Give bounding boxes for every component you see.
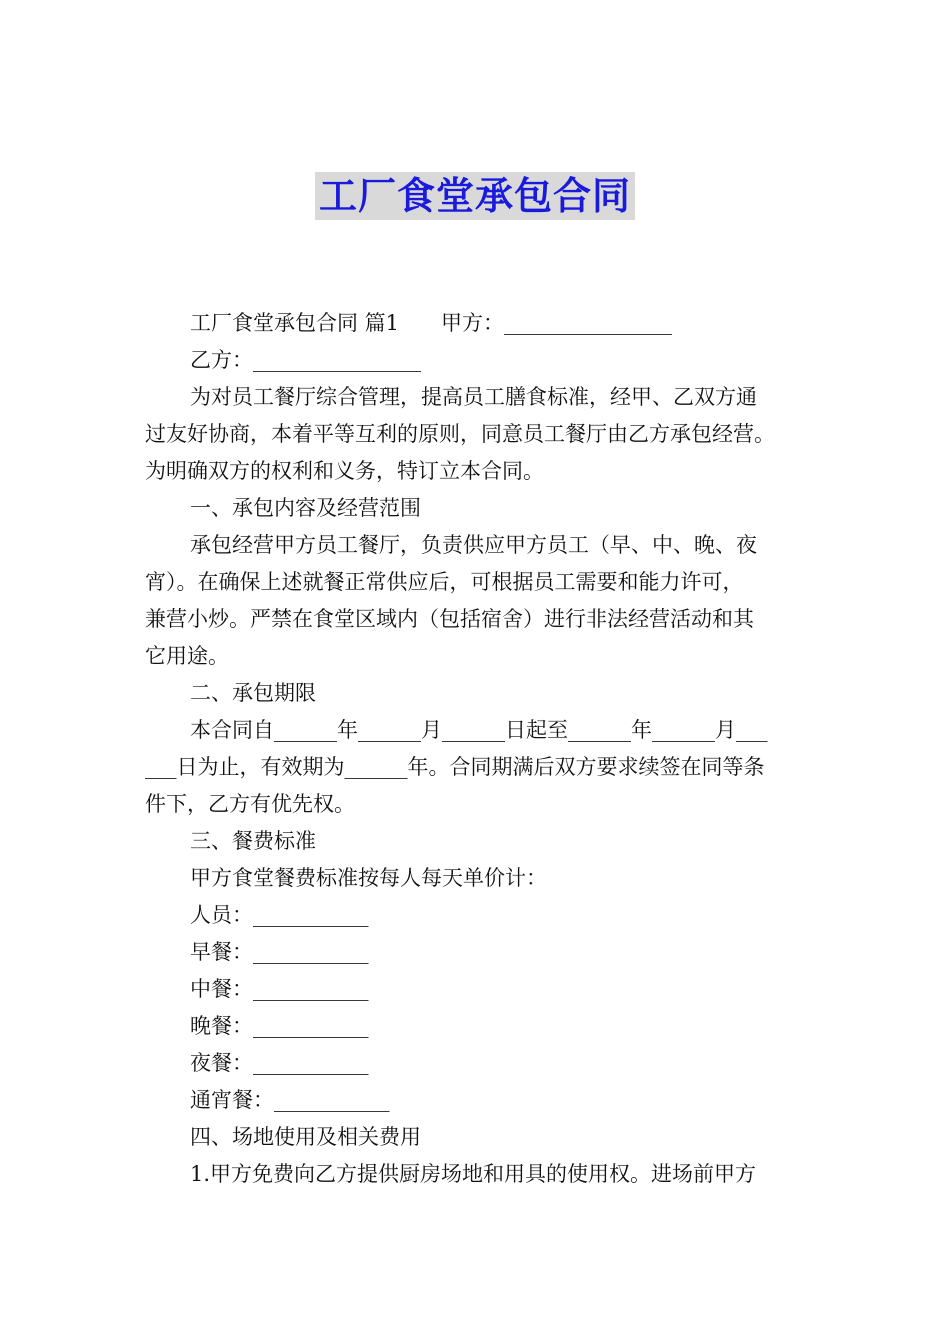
paragraph-line: 兼营小炒。严禁在食堂区域内（包括宿舍）进行非法经营活动和其 (145, 607, 754, 631)
paragraph-line: 为对员工餐厅综合管理，提高员工膳食标准，经甲、乙双方通 (190, 385, 757, 409)
party-b-field: 乙方：________________ (190, 348, 421, 372)
paragraph-line: 宵）。在确保上述就餐正常供应后，可根据员工需要和能力许可， (145, 570, 744, 594)
contract-header-line (145, 305, 815, 342)
paragraph-line: 本合同自______年______月______日起至______年______月___ (190, 718, 768, 742)
paragraph-line: 它用途。 (145, 644, 229, 668)
section-heading: 一、承包内容及经营范围 (190, 496, 421, 520)
contract-subtitle: 工厂食堂承包合同 篇1 (190, 311, 400, 335)
party-a-field: 甲方：________________ (441, 311, 673, 335)
fee-field: 早餐：___________ (190, 940, 369, 964)
fee-field: 通宵餐：___________ (190, 1088, 390, 1112)
fee-field: 人员：___________ (190, 903, 369, 927)
title-wrap (0, 172, 950, 220)
fee-field: 夜餐：___________ (190, 1051, 369, 1075)
section-heading: 三、餐费标准 (190, 829, 316, 853)
paragraph-line: ___日为止，有效期为______年。合同期满后双方要求续签在同等条 (145, 755, 765, 779)
paragraph-line: 过友好协商，本着平等互利的原则，同意员工餐厅由乙方承包经营。 (145, 422, 775, 446)
document-body (145, 305, 815, 1193)
paragraph-line: 件下，乙方有优先权。 (145, 792, 355, 816)
section-heading: 二、承包期限 (190, 681, 316, 705)
paragraph-line: 甲方食堂餐费标准按每人每天单价计： (190, 866, 547, 890)
paragraph-line: 为明确双方的权利和义务，特订立本合同。 (145, 459, 544, 483)
fee-field: 晚餐：___________ (190, 1014, 369, 1038)
section-heading: 四、场地使用及相关费用 (190, 1125, 421, 1149)
fee-field: 中餐：___________ (190, 977, 369, 1001)
paragraph-line: 1.甲方免费向乙方提供厨房场地和用具的使用权。进场前甲方 (190, 1162, 757, 1186)
paragraph-line: 承包经营甲方员工餐厅，负责供应甲方员工（早、中、晚、夜 (190, 533, 757, 557)
document-title: 工厂食堂承包合同 (315, 172, 635, 220)
